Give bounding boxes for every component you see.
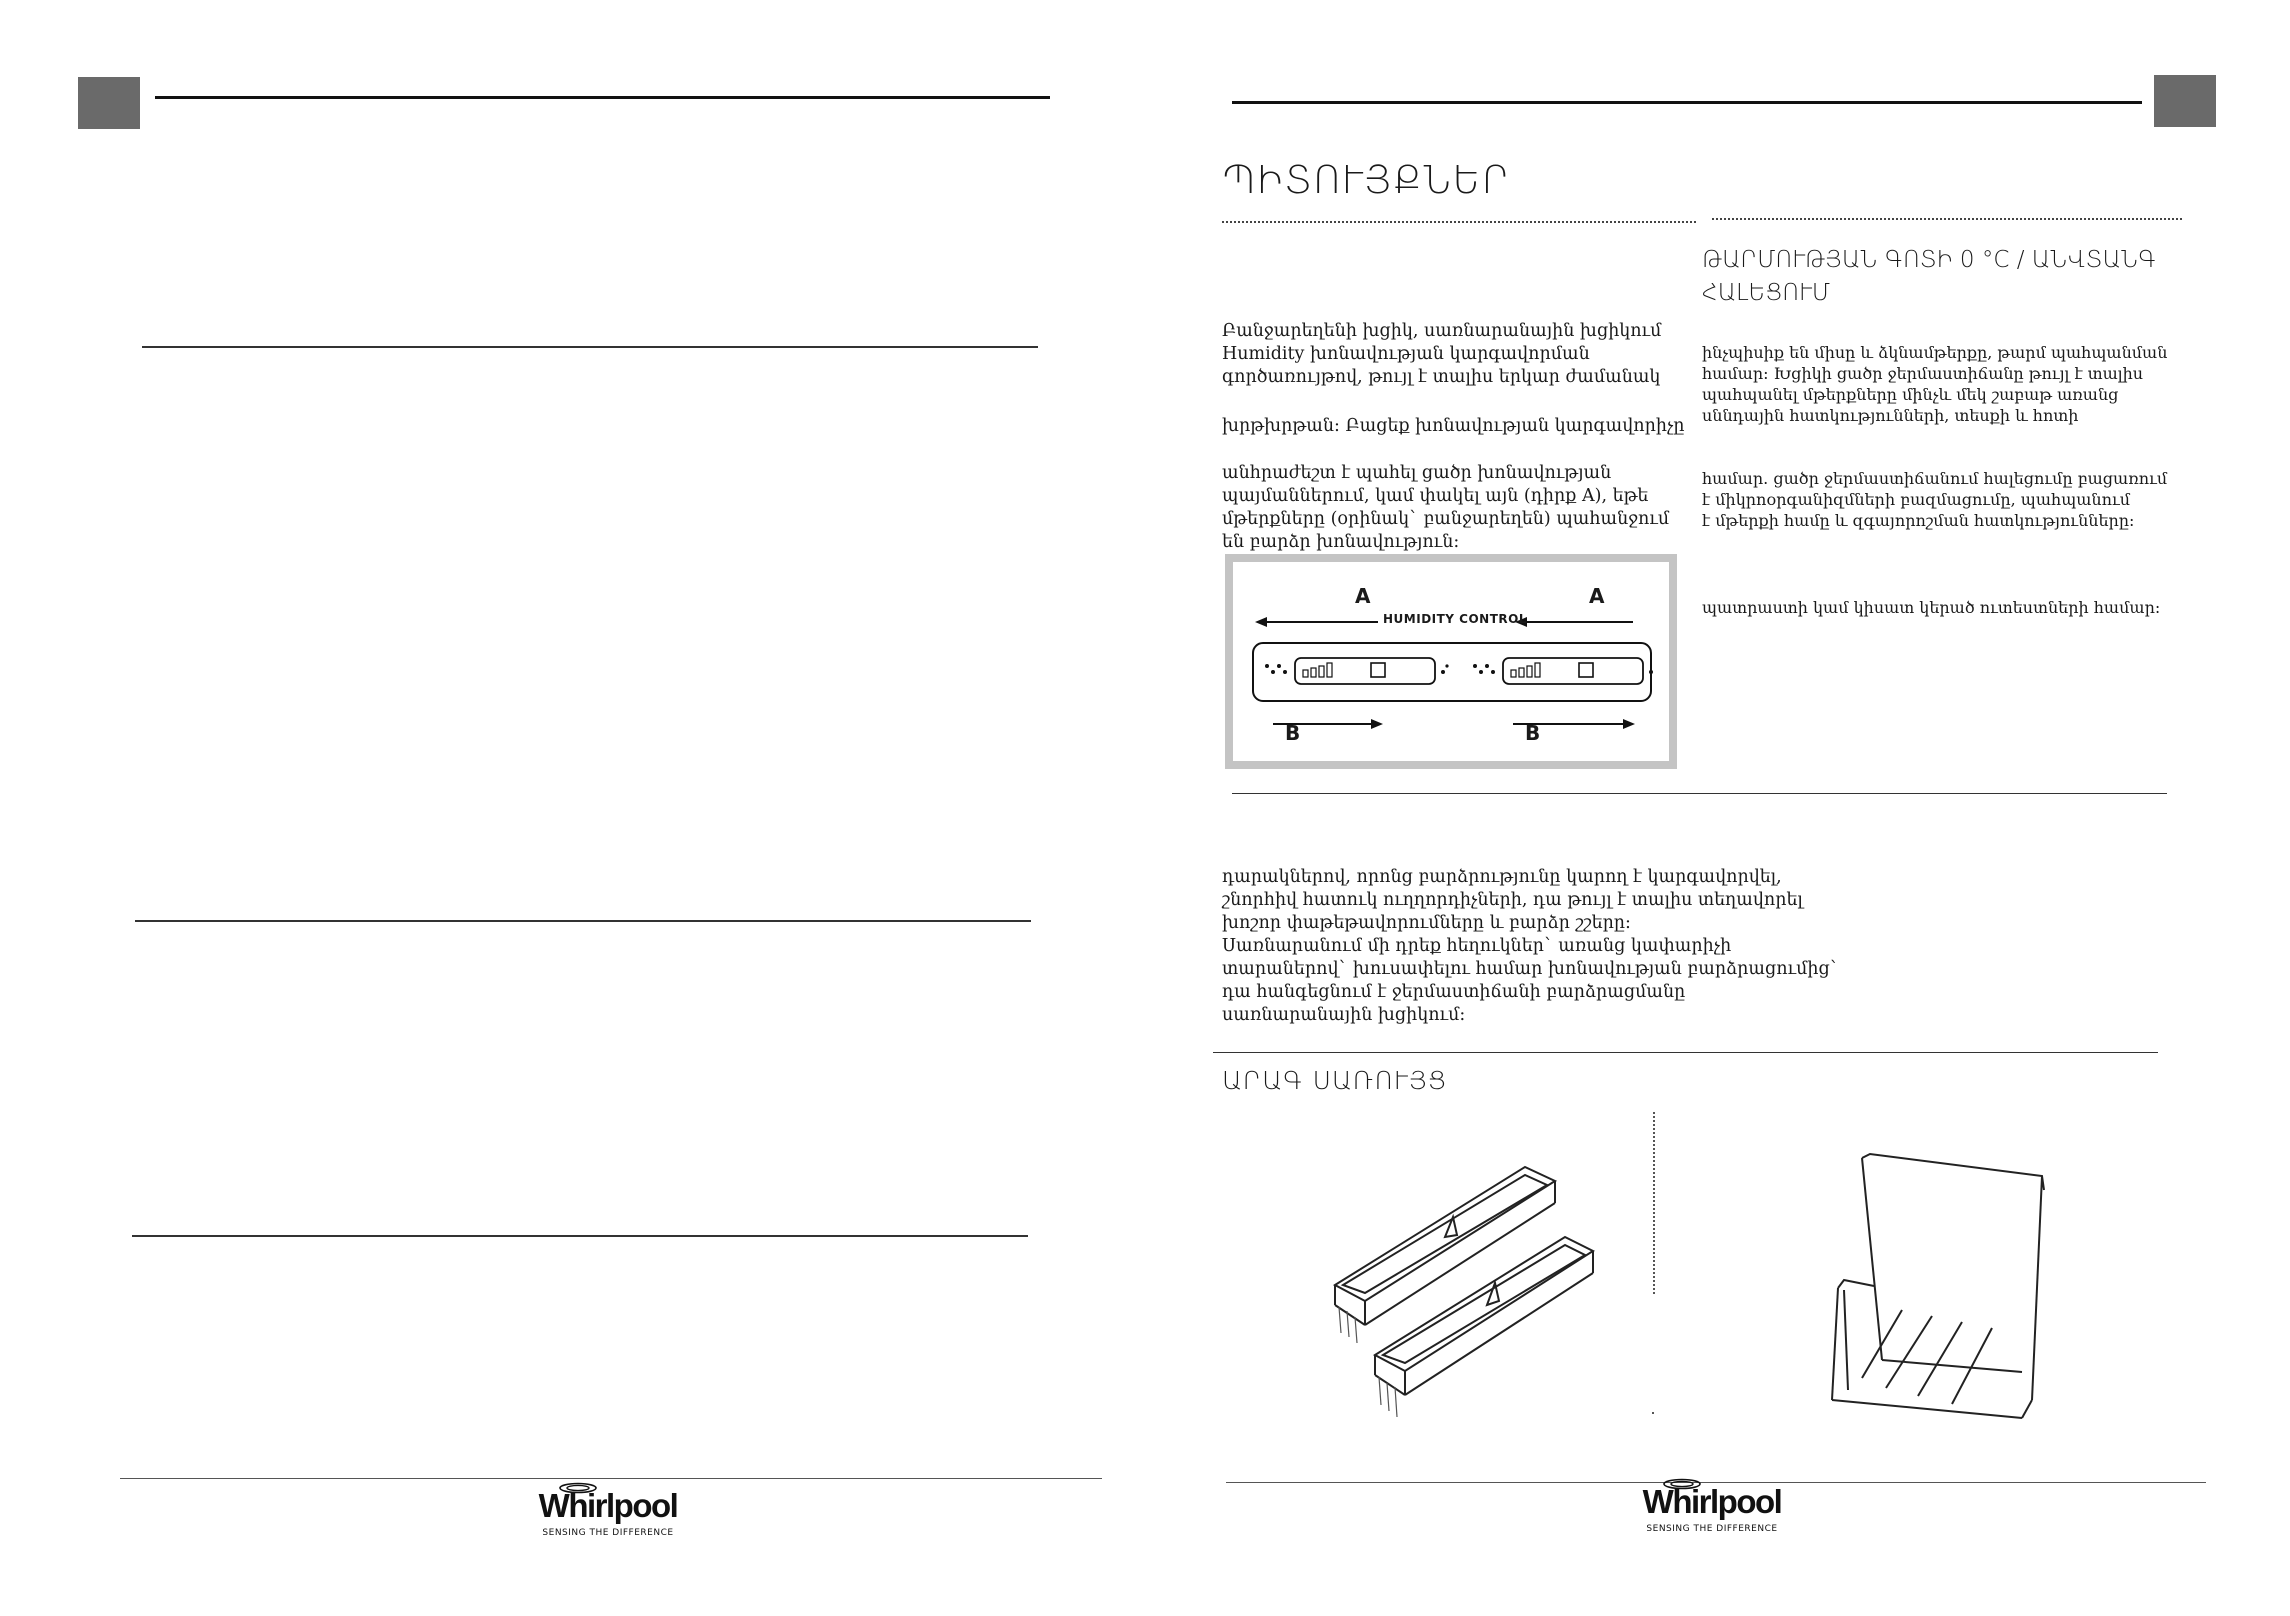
position-b-left: B bbox=[1285, 721, 1301, 745]
quick-cool-title: ԱՐԱԳ ՍԱՌՈՒՅՑ bbox=[1222, 1066, 1448, 1095]
shelves-text: դարակներով, որոնց բարձրությունը կարող է կարգավորվել, շնորհիվ հատուկ ուղղորդիչների, դա թույլ է տալիս տեղավորել խոշոր փաթեթավորումները և բարձր շշերը: Սառնարանում մի դրեք հեղուկներ` առանց կափարիչի տարաներով` խուսափելու համար խոնավության բարձրացումից` դա հանգեցնում է ջերմաստիճանի բարձրացմանը սառնարանային խցիկում: bbox=[1222, 867, 1839, 1025]
humidity-text-2: խրթխրթան: Բացեք խոնավության կարգավորիչը bbox=[1222, 416, 1685, 436]
ice-tray-illustration bbox=[1325, 1155, 1595, 1445]
humidity-control-label: HUMIDITY CONTROL bbox=[1383, 612, 1527, 626]
humidity-text-3: անհրաժեշտ է պահել ցածր խոնավության պայմաններում, կամ փակել այն (դիրք A), եթե մթերքները (օրինակ` բանջարեղեն) պահանջում են բարձր խոնավություն: bbox=[1222, 463, 1670, 552]
section-tab-left bbox=[78, 77, 140, 129]
header-rule-left bbox=[155, 96, 1050, 99]
logo-brand: Whirlpool bbox=[1642, 1483, 1782, 1520]
position-a-left: A bbox=[1355, 584, 1371, 608]
page-title: ՊԻՏՈՒՅՔՆԵՐ bbox=[1222, 158, 1511, 202]
logo-tagline: SENSING THE DIFFERENCE bbox=[1646, 1524, 1778, 1534]
position-b-right: B bbox=[1525, 721, 1541, 745]
whirlpool-logo-left bbox=[538, 1482, 678, 1538]
section-divider bbox=[1213, 1052, 2158, 1053]
humidity-text-1: Բանջարեղենի խցիկ, սառնարանային խցիկում Humidity խոնավության կարգավորման գործառույթով, թույլ է տալիս երկար ժամանակ bbox=[1222, 321, 1662, 387]
zero-zone-text-2: համար. ցածր ջերմաստիճանում հալեցումը բացառում է միկրոօրգանիզմների բազմացումը, պահպանում է մթերքի համը և զգայորոշման հատկությունները: bbox=[1702, 469, 2168, 530]
logo-brand: Whirlpool bbox=[538, 1487, 678, 1524]
position-a-right: A bbox=[1589, 584, 1605, 608]
footer-rule-left bbox=[120, 1478, 1102, 1479]
dotted-rule bbox=[1222, 221, 1696, 223]
logo-tagline: SENSING THE DIFFERENCE bbox=[542, 1528, 674, 1538]
humidity-control-diagram bbox=[1225, 554, 1677, 769]
section-divider bbox=[1232, 793, 2167, 794]
zero-zone-text-1: ինչպիսիք են միսը և ձկնամթերքը, թարմ պահպանման համար: Խցիկի ցածր ջերմաստիճանը թույլ է տալիս պահպանել մթերքները մինչև մեկ շաբաթ առանց սննդային հատկությունների, տեսքի և հոտի bbox=[1702, 343, 2168, 425]
section-tab-right bbox=[2154, 75, 2216, 127]
whirlpool-logo-right bbox=[1642, 1478, 1782, 1534]
section-divider bbox=[142, 346, 1038, 348]
zero-zone-text-3: պատրաստի կամ կիսատ կերած ուտեստների համար: bbox=[1702, 598, 2161, 617]
section-divider bbox=[135, 920, 1031, 922]
wire-rack-illustration bbox=[1822, 1150, 2062, 1430]
zero-zone-title: ԹԱՐՄՈՒԹՅԱՆ ԳՈՏԻ 0 °C / ԱՆՎՏԱՆԳ ՀԱԼԵՑՈՒՄ bbox=[1702, 247, 2157, 306]
section-divider bbox=[132, 1235, 1028, 1237]
dotted-rule bbox=[1712, 218, 2182, 220]
dotted-divider bbox=[1653, 1112, 1655, 1294]
header-rule-right bbox=[1232, 101, 2142, 104]
dot-marker bbox=[1652, 1412, 1654, 1414]
